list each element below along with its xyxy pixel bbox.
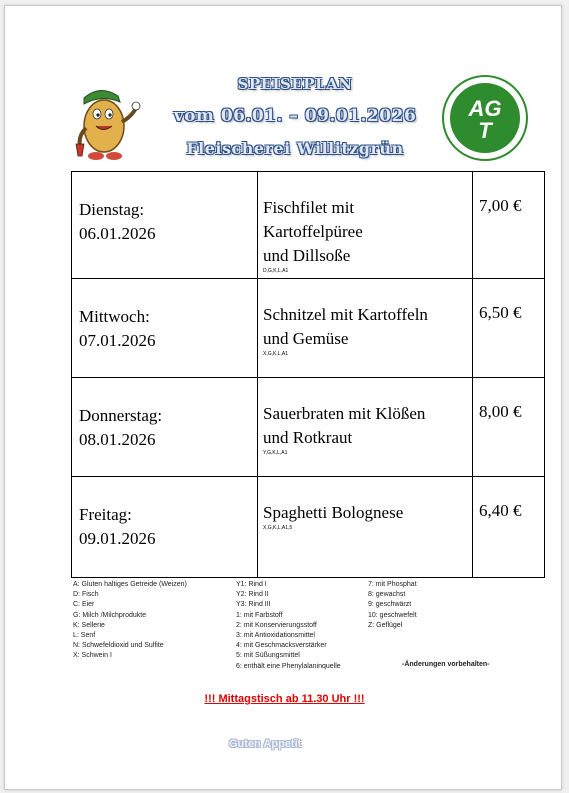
dish-line: und Dillsoße — [263, 246, 351, 265]
logo-text-line2: T — [478, 118, 492, 143]
legend-item: G: Milch /Milchprodukte — [73, 611, 147, 619]
legend-item: Y2: Rind II — [236, 591, 269, 599]
dish-line: Sauerbraten mit Klößen — [263, 404, 426, 423]
legend-item: 8: gewachst — [368, 591, 406, 599]
allergen-codes: X,G,K,L,A1,5 — [263, 525, 293, 531]
day-date: 09.01.2026 — [79, 529, 156, 548]
additive-legend-extra — [368, 580, 417, 631]
dish-line: Fischfilet mit — [263, 198, 355, 217]
allergen-legend — [73, 580, 187, 662]
price-cell: 8,00 € — [473, 378, 545, 477]
legend-item: Z: Geflügel — [368, 621, 403, 629]
legend-item: 2: mit Konservierungsstoff — [236, 621, 317, 629]
potato-mascot-icon — [70, 76, 142, 162]
dish-cell — [258, 279, 473, 378]
legend-item: K: Sellerie — [73, 621, 105, 629]
legend-item: 9: geschwärzt — [368, 601, 412, 609]
legend-item: X: Schwein I — [73, 652, 112, 660]
legend-item: 5: mit Süßungsmittel — [236, 652, 300, 660]
agt-logo — [441, 74, 529, 162]
additive-legend — [236, 580, 341, 672]
logo-text-line1: AG — [468, 96, 502, 121]
legend-item: L: Senf — [73, 632, 96, 640]
price-cell: 6,50 € — [473, 279, 545, 378]
dish-line: und Rotkraut — [263, 428, 353, 447]
legend-item: 1: mit Farbstoff — [236, 611, 283, 619]
allergen-codes: D,G,K,L,A1 — [263, 268, 289, 274]
day-name: Dienstag: — [79, 200, 145, 219]
legend-item: D: Fisch — [73, 591, 99, 599]
lunch-notice: !!! Mittagstisch ab 11.30 Uhr !!! — [204, 693, 365, 705]
changes-reserved-note: -Änderungen vorbehalten- — [402, 661, 490, 668]
page-title: SPEISEPLAN — [237, 75, 353, 93]
allergen-codes: X,G,K,L,A1 — [263, 351, 289, 357]
day-name: Donnerstag: — [79, 406, 163, 425]
day-name: Freitag: — [79, 505, 132, 524]
day-cell — [72, 378, 258, 477]
legend-item: 3: mit Antioxidationsmittel — [236, 632, 315, 640]
day-cell — [72, 172, 258, 279]
legend-item: C: Eier — [73, 601, 95, 609]
menu-row — [72, 279, 545, 378]
day-cell — [72, 279, 258, 378]
dish-cell — [258, 378, 473, 477]
dish-line: Spaghetti Bolognese — [263, 503, 404, 522]
day-date: 07.01.2026 — [79, 331, 156, 350]
menu-row — [72, 172, 545, 279]
menu-row — [72, 477, 545, 578]
legend-item: Y1: Rind I — [236, 581, 267, 588]
date-range: vom 06.01. – 09.01.2026 — [173, 106, 417, 126]
legend-item: A: Gluten haltiges Getreide (Weizen) — [73, 581, 187, 588]
legend-item: 4: mit Geschmacksverstärker — [236, 642, 327, 650]
legend-item: 7: mit Phosphat — [368, 581, 417, 588]
legend-item: N: Schwefeldioxid und Sulfite — [73, 642, 164, 650]
legend-item: 6: enthält eine Phenylalaninquelle — [236, 662, 341, 670]
day-cell — [72, 477, 258, 578]
legend-item: 10: geschwefelt — [368, 611, 417, 619]
dish-line: und Gemüse — [263, 329, 349, 348]
menu-row — [72, 378, 545, 477]
dish-line: Schnitzel mit Kartoffeln — [263, 305, 428, 324]
price-cell: 7,00 € — [473, 172, 545, 279]
company-name: Fleischerei Willitzgrün — [186, 139, 404, 158]
footer-greeting: Guten Appetit — [229, 738, 302, 750]
legend-item: Y3: Rind III — [236, 601, 271, 609]
day-date: 06.01.2026 — [79, 224, 156, 243]
menu-table — [71, 171, 545, 578]
allergen-codes: Y,G,K,L,A1 — [263, 450, 288, 456]
dish-line: Kartoffelpüree — [263, 222, 363, 241]
price-cell: 6,40 € — [473, 477, 545, 578]
day-date: 08.01.2026 — [79, 430, 156, 449]
dish-cell — [258, 477, 473, 578]
day-name: Mittwoch: — [79, 307, 150, 326]
dish-cell — [258, 172, 473, 279]
